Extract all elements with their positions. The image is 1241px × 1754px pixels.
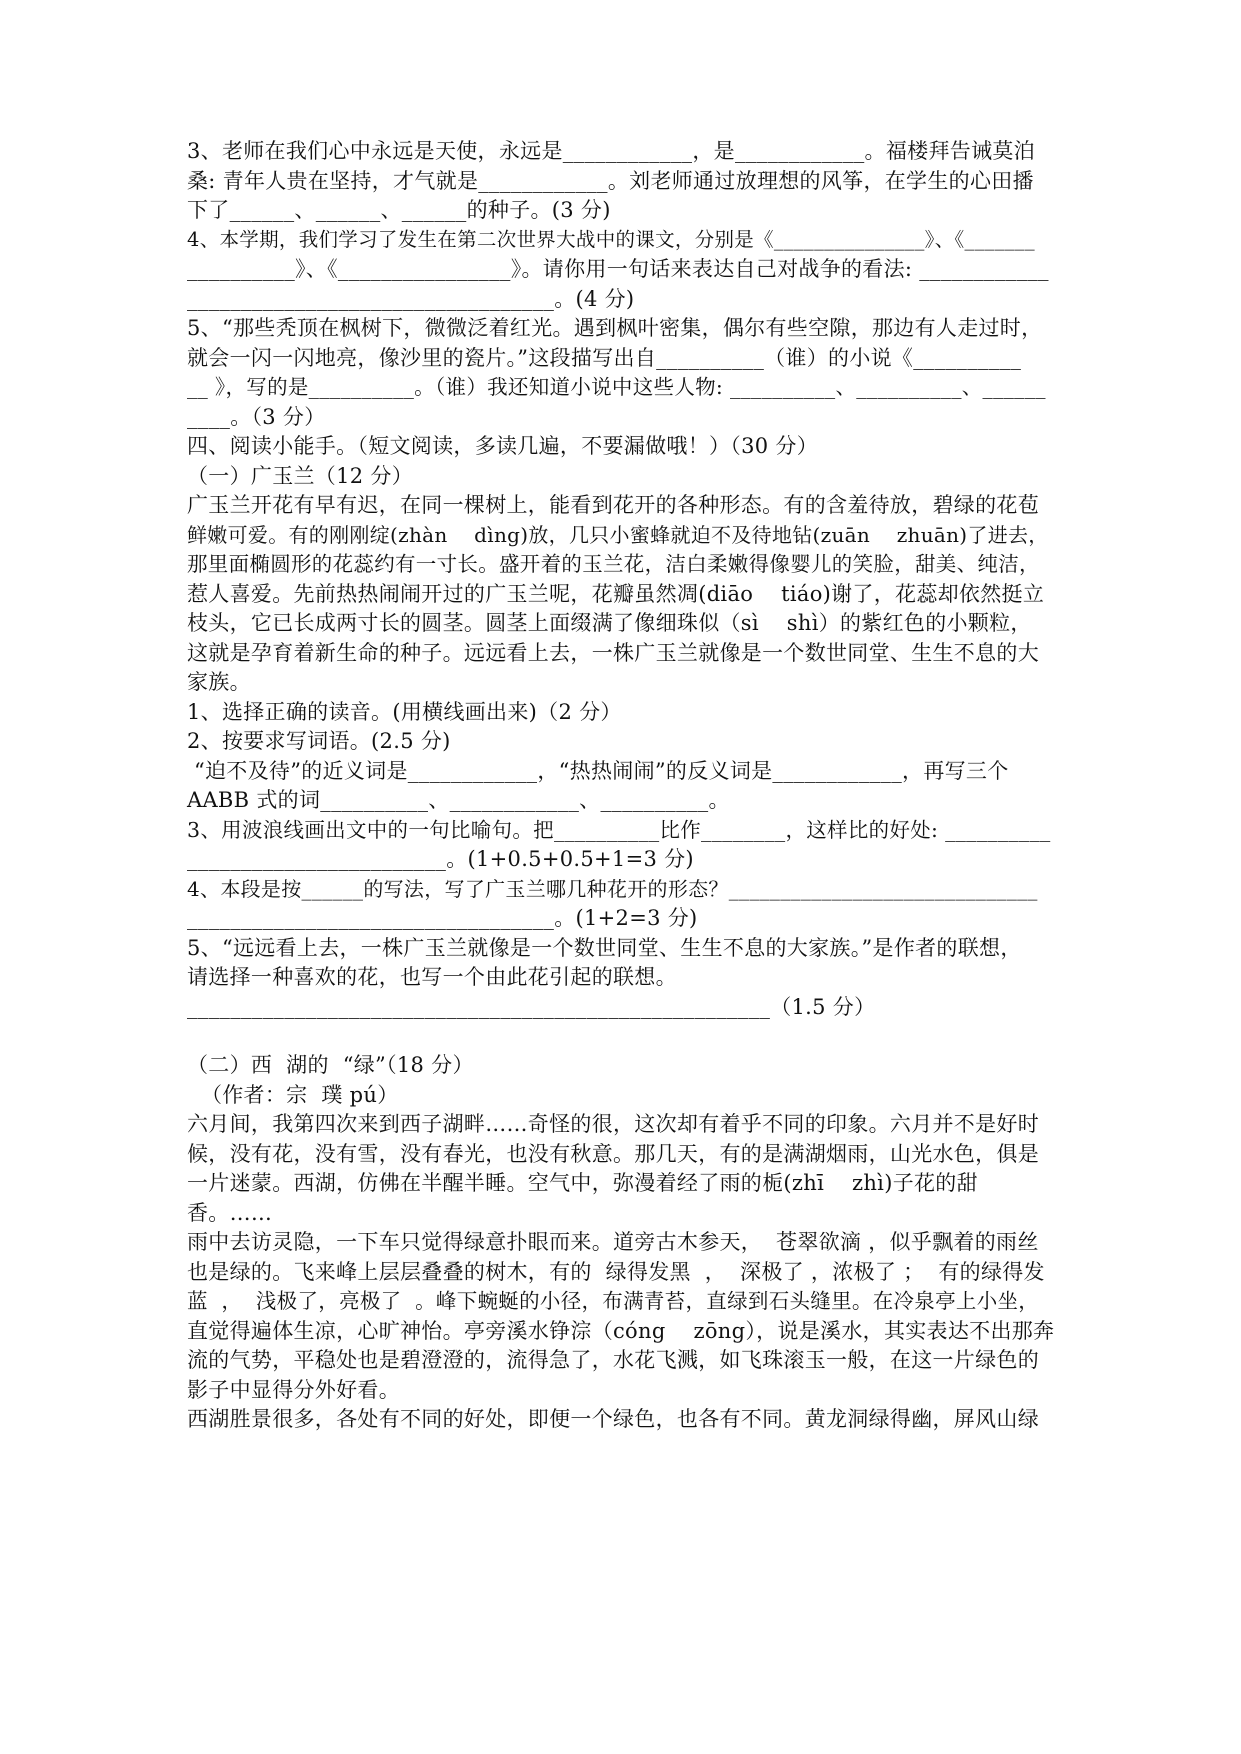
passage-line: 这就是孕育着新生命的种子。远远看上去，一株广玉兰就像是一个数世同堂、生生不息的大 — [187, 641, 1039, 665]
text-line: __ 》，写的是__________。（谁）我还知道小说中这些人物: __________、__________、______ — [187, 375, 1046, 399]
text-line: 3、老师在我们心中永远是天使，永远是____________，是____________。福楼拜告诫莫泊 — [187, 139, 1035, 163]
passage-line: 蓝 ， 浅极了，亮极了 。峰下蜿蜒的小径，布满青苔，直绿到石头缝里。在冷泉亭上小坐， — [187, 1289, 1040, 1313]
passage-line: 西湖胜景很多，各处有不同的好处，即便一个绿色，也各有不同。黄龙洞绿得幽，屏风山绿 — [187, 1407, 1039, 1431]
passage-line: 也是绿的。飞来峰上层层叠叠的树木，有的 绿得发黑 ， 深极了 ，浓极了 ； 有的绿得发 — [187, 1260, 1045, 1284]
question-line: “迫不及待”的近义词是____________，“热热闹闹”的反义词是____________，再写三个 — [187, 759, 1009, 783]
question-line: 1、选择正确的读音。(用横线画出来)（2 分） — [187, 700, 622, 724]
question-line: __________________________________。(1+2=3 分) — [187, 906, 698, 930]
question-line: AABB 式的词__________、____________、__________。 — [187, 788, 730, 812]
passage-line: 直觉得遍体生凉，心旷神怡。亭旁溪水铮淙（cóng zōng），说是溪水，其实表达不出那奔 — [187, 1319, 1055, 1343]
passage-line: 一片迷蒙。西湖，仿佛在半醒半睡。空气中，弥漫着经了雨的栀(zhī zhì)子花的甜 — [187, 1171, 978, 1195]
text-line: 下了______、______、______的种子。(3 分) — [187, 198, 611, 222]
passage-line: 香。…… — [187, 1201, 273, 1225]
passage-line: 那里面椭圆形的花蕊约有一寸长。盛开着的玉兰花，洁白柔嫩得像婴儿的笑脸，甜美、纯洁， — [187, 552, 1040, 576]
subsection-heading: （二）西 湖的 “绿”（18 分） — [187, 1053, 474, 1077]
text-line: __________》、《________________》。请你用一句话来表达自己对战争的看法: ____________ — [187, 257, 1049, 281]
question-line: ______________________________________________________（1.5 分） — [187, 995, 876, 1019]
passage-line: 六月间，我第四次来到西子湖畔……奇怪的很，这次却有着乎不同的印象。六月并不是好时 — [187, 1112, 1039, 1136]
passage-line: 影子中显得分外好看。 — [187, 1378, 400, 1402]
question-line: ________________________。(1+0.5+0.5+1=3 分) — [187, 847, 694, 871]
passage-line: 雨中去访灵隐，一下车只觉得绿意扑眼而来。道旁古木参天， 苍翠欲滴 ，似乎飘着的雨丝 — [187, 1230, 1039, 1254]
question-line: 4、本段是按______的写法，写了广玉兰哪几种花开的形态？______________________________ — [187, 877, 1038, 901]
passage-line: 惹人喜爱。先前热热闹闹开过的广玉兰呢，花瓣虽然凋(diāo tiáo)谢了，花蕊却依然挺立 — [187, 582, 1045, 606]
text-line: __________________________________。(4 分) — [187, 287, 635, 311]
passage-line: 鲜嫩可爱。有的刚刚绽(zhàn dìng)放，几只小蜜蜂就迫不及待地钻(zuān zhuān)了进去， — [187, 523, 1049, 547]
text-line: ____。（3 分） — [187, 405, 326, 429]
author-line: （作者：宗 璞 pú） — [187, 1083, 399, 1107]
question-line: 5、“远远看上去，一株广玉兰就像是一个数世同堂、生生不息的大家族。”是作者的联想， — [187, 936, 1022, 960]
text-line: 就会一闪一闪地亮，像沙里的瓷片。”这段描写出自__________（谁）的小说《__________ — [187, 346, 1022, 370]
text-line: 5、“那些秃顶在枫树下，微微泛着红光。遇到枫叶密集，偶尔有些空隙，那边有人走过时， — [187, 316, 1043, 340]
question-line: 3、用波浪线画出文中的一句比喻句。把__________比作________，这样比的好处: __________ — [187, 818, 1051, 842]
passage-line: 候，没有花，没有雪，没有春光，也没有秋意。那几天，有的是满湖烟雨，山光水色，俱是 — [187, 1142, 1039, 1166]
section-heading: 四、阅读小能手。（短文阅读，多读几遍，不要漏做哦！）（30 分） — [187, 434, 818, 458]
text-line: 4、本学期，我们学习了发生在第二次世界大战中的课文，分别是《_______________》、《_______ — [187, 228, 1035, 251]
subsection-heading: （一）广玉兰（12 分） — [187, 464, 413, 488]
passage-line: 广玉兰开花有早有迟，在同一棵树上，能看到花开的各种形态。有的含羞待放，碧绿的花苞 — [187, 493, 1039, 517]
question-line: 请选择一种喜欢的花，也写一个由此花引起的联想。 — [187, 965, 677, 989]
passage-line: 枝头，它已长成两寸长的圆茎。圆茎上面缀满了像细珠似（sì shì）的紫红色的小颗粒， — [187, 611, 1032, 635]
text-line: 桑: 青年人贵在坚持，才气就是____________。刘老师通过放理想的风筝，在学生的心田播 — [187, 169, 1034, 193]
passage-line: 家族。 — [187, 670, 251, 694]
question-line: 2、按要求写词语。(2.5 分) — [187, 729, 451, 753]
passage-line: 流的气势，平稳处也是碧澄澄的，流得急了，水花飞溅，如飞珠滚玉一般，在这一片绿色的 — [187, 1348, 1039, 1372]
